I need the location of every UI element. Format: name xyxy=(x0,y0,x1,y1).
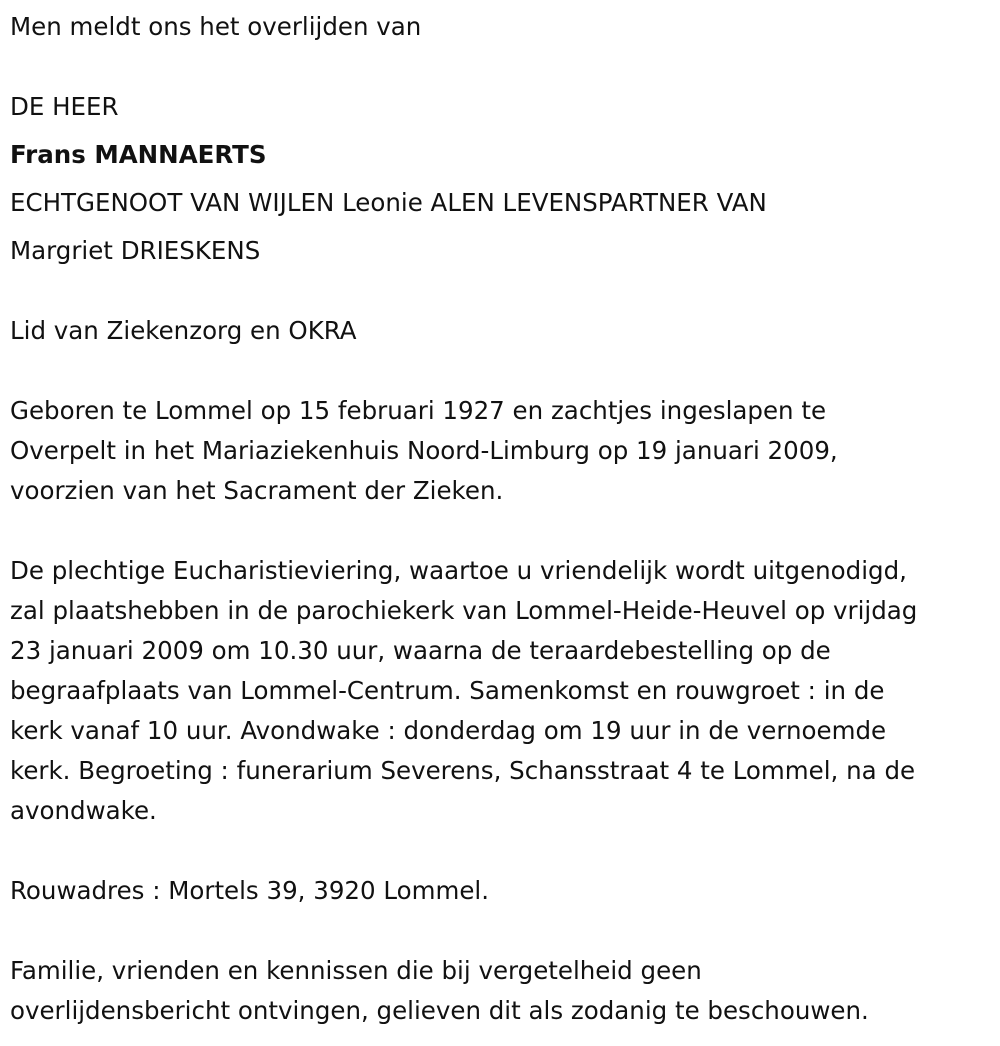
death-notice xyxy=(10,7,995,1031)
ceremony-line: De plechtige Eucharistieviering, waartoe u vriendelijk wordt uitgenodigd, xyxy=(10,556,907,585)
mourning-address: Rouwadres : Mortels 39, 3920 Lommel. xyxy=(10,876,489,905)
spacer xyxy=(10,271,995,311)
ceremony-paragraph xyxy=(10,551,995,831)
spacer xyxy=(10,47,995,87)
ceremony-line: 23 januari 2009 om 10.30 uur, waarna de teraardebestelling op de xyxy=(10,636,831,665)
relation-line-2: Margriet DRIESKENS xyxy=(10,236,261,265)
ceremony-line: kerk. Begroeting : funerarium Severens, Schansstraat 4 te Lommel, na de xyxy=(10,756,916,785)
spacer xyxy=(10,831,995,871)
ceremony-line: begraafplaats van Lommel-Centrum. Samenkomst en rouwgroet : in de xyxy=(10,676,885,705)
membership-text: Lid van Ziekenzorg en OKRA xyxy=(10,316,357,345)
ceremony-line: kerk vanaf 10 uur. Avondwake : donderdag om 19 uur in de vernoemde xyxy=(10,716,887,745)
spacer xyxy=(10,351,995,391)
honorific: DE HEER xyxy=(10,92,119,121)
ceremony-line: avondwake. xyxy=(10,796,157,825)
spacer xyxy=(10,511,995,551)
deceased-name: Frans MANNAERTS xyxy=(10,140,267,169)
birth-death-line: Geboren te Lommel op 15 februari 1927 en zachtjes ingeslapen te xyxy=(10,396,827,425)
closing-line: overlijdensbericht ontvingen, gelieven dit als zodanig te beschouwen. xyxy=(10,996,869,1025)
birth-death-paragraph xyxy=(10,391,995,511)
ceremony-line: zal plaatshebben in de parochiekerk van Lommel-Heide-Heuvel op vrijdag xyxy=(10,596,918,625)
closing-line: Familie, vrienden en kennissen die bij vergetelheid geen xyxy=(10,956,702,985)
closing-paragraph xyxy=(10,951,995,1031)
intro-text: Men meldt ons het overlijden van xyxy=(10,12,422,41)
birth-death-line: Overpelt in het Mariaziekenhuis Noord-Limburg op 19 januari 2009, xyxy=(10,436,838,465)
spacer xyxy=(10,911,995,951)
relation-line-1: ECHTGENOOT VAN WIJLEN Leonie ALEN LEVENSPARTNER VAN xyxy=(10,188,767,217)
birth-death-line: voorzien van het Sacrament der Zieken. xyxy=(10,476,504,505)
